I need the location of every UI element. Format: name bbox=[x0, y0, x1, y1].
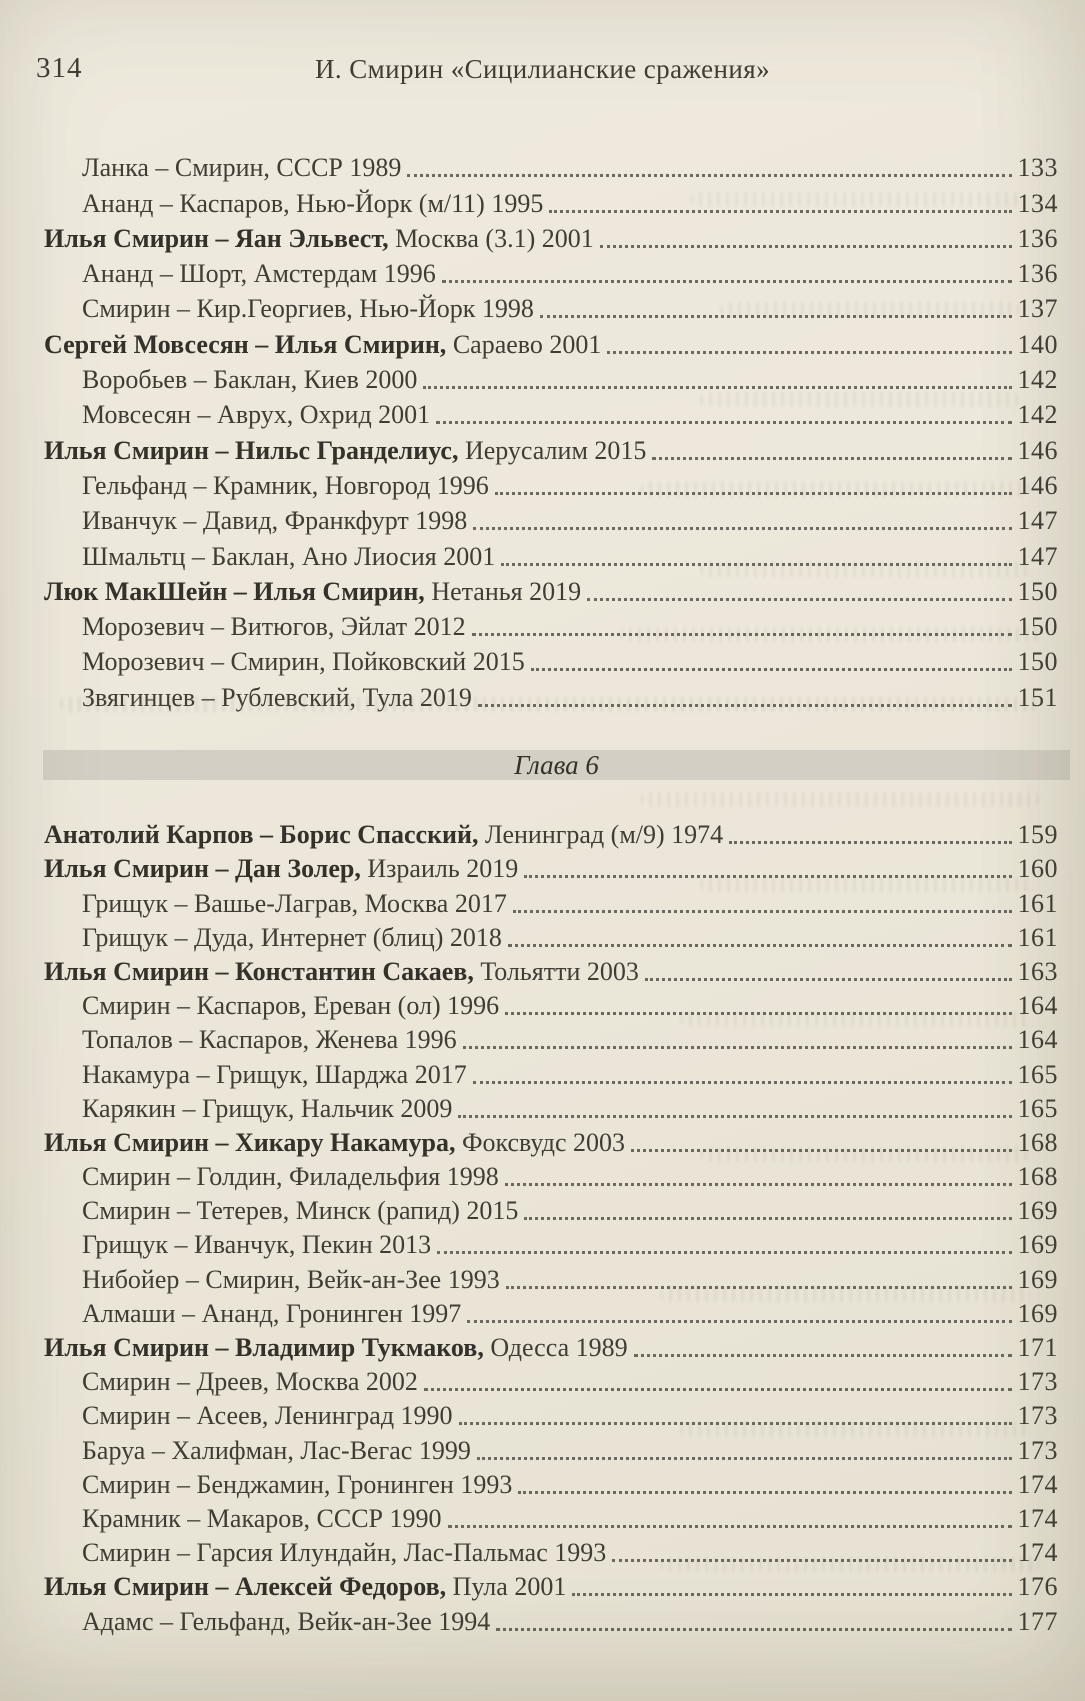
toc-entry-names-bold: Илья Смирин – Яан Эльвест, bbox=[44, 223, 389, 253]
toc-entry-names-bold: Илья Смирин – Нильс Гранделиус, bbox=[44, 435, 459, 465]
toc-entry bbox=[44, 1228, 1058, 1262]
toc-entry bbox=[44, 1536, 1058, 1570]
dot-leader bbox=[600, 245, 1012, 248]
toc-entry-rest: Нетанья 2019 bbox=[424, 576, 582, 606]
toc-entry-text bbox=[82, 1435, 471, 1468]
toc-entry-text bbox=[82, 993, 499, 1023]
toc-entry-rest: Пула 2001 bbox=[446, 1572, 567, 1602]
toc-entry-names-bold: Сергей Мовсесян – Илья Смирин, bbox=[44, 329, 447, 359]
toc-entry bbox=[44, 150, 1058, 185]
toc-entry-text bbox=[82, 155, 401, 185]
toc-entry-rest: Смирин – Бенджамин, Гронинген 1993 bbox=[82, 1469, 513, 1499]
toc-entry-page: 168 bbox=[1017, 1162, 1058, 1192]
toc-entry-page: 169 bbox=[1017, 1196, 1058, 1226]
dot-leader bbox=[531, 668, 1012, 671]
dot-leader bbox=[442, 280, 1012, 283]
toc-entry-rest: Сараево 2001 bbox=[446, 329, 602, 359]
toc-entry-rest: Иванчук – Давид, Франкфурт 1998 bbox=[82, 506, 468, 536]
toc-entry-text bbox=[44, 223, 594, 256]
toc-entry bbox=[44, 1399, 1058, 1433]
toc-entry-rest: Мовсесян – Аврух, Охрид 2001 bbox=[82, 400, 431, 430]
toc-entry bbox=[44, 1502, 1058, 1536]
toc-entry-page: 146 bbox=[1017, 435, 1058, 465]
dot-leader bbox=[549, 210, 1011, 213]
toc-entry-rest: Гельфанд – Крамник, Новгород 1996 bbox=[82, 470, 489, 500]
page-number: 314 bbox=[36, 52, 83, 84]
toc-entry-page: 150 bbox=[1017, 576, 1058, 606]
toc-entry bbox=[44, 1126, 1058, 1160]
toc-entry-text bbox=[44, 1574, 566, 1604]
toc-entry-rest: Нибойер – Смирин, Вейк-ан-Зее 1993 bbox=[82, 1264, 500, 1294]
toc-entry bbox=[44, 397, 1058, 432]
toc-entry-text bbox=[82, 1264, 500, 1297]
toc-entry-text bbox=[82, 682, 472, 715]
toc-entry-text bbox=[82, 1606, 491, 1639]
toc-entry-names-bold: Илья Смирин – Хикару Накамура, bbox=[44, 1127, 456, 1157]
dot-leader bbox=[448, 1525, 1012, 1528]
dot-leader bbox=[645, 978, 1012, 981]
toc-entry-text bbox=[82, 1503, 442, 1536]
toc-entry-rest: Морозевич – Смирин, Пойковский 2015 bbox=[82, 647, 525, 677]
toc-entry-page: 161 bbox=[1017, 888, 1058, 918]
toc-entry-text bbox=[44, 435, 647, 468]
toc-entry-page: 160 bbox=[1017, 854, 1058, 884]
toc-entry bbox=[44, 185, 1058, 220]
toc-entry bbox=[44, 291, 1058, 326]
toc-entry-text bbox=[44, 576, 582, 609]
dot-leader bbox=[473, 527, 1011, 530]
dot-leader bbox=[652, 457, 1011, 460]
toc-entry-page: 151 bbox=[1017, 682, 1058, 712]
showthrough-smudge bbox=[640, 792, 1040, 807]
toc-entry-text bbox=[82, 188, 544, 221]
toc-entry-rest: Накамура – Грищук, Шарджа 2017 bbox=[82, 1059, 467, 1089]
dot-leader bbox=[729, 841, 1011, 844]
toc-entry-page: 174 bbox=[1017, 1503, 1058, 1533]
dot-leader bbox=[607, 351, 1011, 354]
toc-entry-rest: Смирин – Гарсия Илундайн, Лас-Пальмас 1993 bbox=[82, 1538, 607, 1568]
toc-entry-page: 134 bbox=[1017, 188, 1058, 218]
toc-entry-text bbox=[82, 470, 489, 503]
toc-entry-rest: Иерусалим 2015 bbox=[458, 435, 647, 465]
toc-entry bbox=[44, 256, 1058, 291]
chapter-heading-band bbox=[43, 750, 1070, 780]
toc-entry-text bbox=[82, 541, 496, 574]
toc-entry-rest: Морозевич – Витюгов, Эйлат 2012 bbox=[82, 612, 466, 642]
toc-entry-text bbox=[82, 888, 507, 921]
toc-entry bbox=[44, 955, 1058, 989]
toc-entry bbox=[44, 326, 1058, 361]
dot-leader bbox=[496, 1628, 1011, 1631]
toc-entry-rest: Крамник – Макаров, СССР 1990 bbox=[82, 1503, 442, 1533]
toc-entry-text bbox=[82, 1469, 513, 1502]
toc-entry bbox=[44, 644, 1058, 679]
toc-entry-rest: Грищук – Дуда, Интернет (блиц) 2018 bbox=[82, 922, 502, 952]
toc-entry bbox=[44, 886, 1058, 920]
dot-leader bbox=[505, 1012, 1011, 1015]
toc-entry-rest: Шмальтц – Баклан, Ано Лиосия 2001 bbox=[82, 541, 496, 571]
toc-entry-text bbox=[44, 856, 518, 886]
toc-entry-page: 169 bbox=[1017, 1298, 1058, 1328]
toc-entry-text bbox=[82, 1059, 467, 1092]
toc-entry-rest: Ананд – Каспаров, Нью-Йорк (м/11) 1995 bbox=[82, 188, 544, 218]
toc-entry-page: 177 bbox=[1017, 1606, 1058, 1636]
toc-entry-rest: Воробьев – Баклан, Киев 2000 bbox=[82, 365, 418, 395]
toc-entry-page: 165 bbox=[1017, 1093, 1058, 1123]
toc-entry bbox=[44, 362, 1058, 397]
toc-entry-text bbox=[82, 1298, 462, 1331]
toc-entry-text bbox=[82, 261, 436, 291]
toc-entry-text bbox=[44, 822, 723, 852]
dot-leader bbox=[477, 1457, 1012, 1460]
toc-entry bbox=[44, 679, 1058, 714]
toc-entry-page: 150 bbox=[1017, 612, 1058, 642]
toc-entry-rest: Смирин – Кир.Георгиев, Нью-Йорк 1998 bbox=[82, 294, 534, 324]
toc-entry-page: 142 bbox=[1017, 400, 1058, 430]
toc-entry-text bbox=[82, 1232, 431, 1262]
toc-entry-text bbox=[82, 614, 466, 644]
toc-entry-page: 174 bbox=[1017, 1538, 1058, 1568]
toc-entry-text bbox=[82, 1027, 457, 1057]
toc-entry bbox=[44, 1433, 1058, 1467]
toc-entry-page: 163 bbox=[1017, 956, 1058, 986]
toc-entry bbox=[44, 1570, 1058, 1604]
dot-leader bbox=[436, 421, 1011, 424]
dot-leader bbox=[513, 910, 1012, 913]
toc-entry bbox=[44, 1365, 1058, 1399]
toc-entry bbox=[44, 1604, 1058, 1638]
toc-entry-text bbox=[82, 1403, 453, 1433]
toc-entry-page: 173 bbox=[1017, 1401, 1058, 1431]
toc-entry-page: 165 bbox=[1017, 1059, 1058, 1089]
dot-leader bbox=[473, 1081, 1012, 1084]
toc-entry-text bbox=[82, 508, 467, 538]
toc-entry-page: 136 bbox=[1017, 259, 1058, 289]
toc-entry-page: 174 bbox=[1017, 1469, 1058, 1499]
dot-leader bbox=[472, 633, 1012, 636]
toc-entry bbox=[44, 609, 1058, 644]
toc-entry-page: 140 bbox=[1017, 329, 1058, 359]
dot-leader bbox=[572, 1593, 1011, 1596]
toc-entry-page: 159 bbox=[1017, 820, 1058, 850]
toc-entry-text bbox=[82, 1540, 606, 1570]
toc-entry-rest: Смирин – Тетерев, Минск (рапид) 2015 bbox=[82, 1196, 519, 1226]
toc-entry-page: 147 bbox=[1017, 541, 1058, 571]
dot-leader bbox=[458, 1115, 1011, 1118]
dot-leader bbox=[437, 1251, 1011, 1254]
dot-leader bbox=[463, 1046, 1012, 1049]
toc-entry-rest: Ленинград (м/9) 1974 bbox=[478, 820, 724, 850]
dot-leader bbox=[423, 386, 1011, 389]
toc-entry-text bbox=[82, 922, 502, 955]
toc-entry-page: 133 bbox=[1017, 153, 1058, 183]
toc-entry-rest: Тольятти 2003 bbox=[473, 956, 639, 986]
toc-entry-rest: Израиль 2019 bbox=[360, 854, 519, 884]
toc-entry bbox=[44, 1297, 1058, 1331]
dot-leader bbox=[508, 944, 1012, 947]
chapter-heading: Глава 6 bbox=[514, 749, 599, 780]
toc-entry-page: 136 bbox=[1017, 223, 1058, 253]
toc-entry bbox=[44, 432, 1058, 467]
dot-leader bbox=[587, 598, 1011, 601]
toc-entry-text bbox=[82, 649, 525, 679]
toc-entry-page: 173 bbox=[1017, 1367, 1058, 1397]
dot-leader bbox=[540, 315, 1012, 318]
toc-entry-text bbox=[44, 1127, 626, 1160]
dot-leader bbox=[612, 1559, 1011, 1562]
toc-entry-rest: Одесса 1989 bbox=[483, 1333, 628, 1362]
toc-entry-names-bold: Люк МакШейн – Илья Смирин, bbox=[44, 576, 425, 606]
toc-entry-text bbox=[82, 1198, 518, 1228]
toc-entry-rest: Москва (3.1) 2001 bbox=[388, 223, 594, 253]
toc-entry-rest: Фоксвудс 2003 bbox=[455, 1127, 626, 1157]
toc-entry-rest: Ананд – Шорт, Амстердам 1996 bbox=[82, 259, 436, 289]
toc-entry-page: 176 bbox=[1017, 1572, 1058, 1602]
toc-entry-page: 164 bbox=[1017, 991, 1058, 1021]
toc-entry-rest: Карякин – Грищук, Нальчик 2009 bbox=[82, 1093, 453, 1123]
toc-section-1 bbox=[44, 150, 1058, 715]
toc-entry bbox=[44, 921, 1058, 955]
toc-entry-rest: Топалов – Каспаров, Женева 1996 bbox=[82, 1025, 457, 1055]
toc-entry bbox=[44, 818, 1058, 852]
dot-leader bbox=[524, 875, 1011, 878]
toc-entry bbox=[44, 503, 1058, 538]
toc-entry bbox=[44, 1092, 1058, 1126]
toc-entry-page: 147 bbox=[1017, 506, 1058, 536]
toc-entry-names-bold: Илья Смирин – Алексей Федоров, bbox=[44, 1572, 447, 1602]
toc-entry-page: 150 bbox=[1017, 647, 1058, 677]
dot-leader bbox=[478, 704, 1012, 707]
toc-entry bbox=[44, 852, 1058, 886]
toc-entry-rest: Смирин – Асеев, Ленинград 1990 bbox=[82, 1401, 453, 1431]
toc-entry-rest: Звягинцев – Рублевский, Тула 2019 bbox=[82, 682, 472, 712]
dot-leader bbox=[505, 1183, 1012, 1186]
dot-leader bbox=[495, 492, 1012, 495]
dot-leader bbox=[407, 174, 1011, 177]
toc-entry-text bbox=[82, 402, 430, 432]
dot-leader bbox=[631, 1149, 1011, 1152]
toc-entry-text bbox=[82, 367, 417, 397]
dot-leader bbox=[501, 563, 1011, 566]
toc-section-2 bbox=[44, 818, 1058, 1639]
running-title: И. Смирин «Сицилианские сражения» bbox=[315, 54, 770, 84]
toc-entry-text bbox=[82, 1093, 453, 1126]
toc-entry-page: 164 bbox=[1017, 1025, 1058, 1055]
toc-entry-rest: Смирин – Голдин, Филадельфия 1998 bbox=[82, 1162, 499, 1192]
dot-leader bbox=[634, 1354, 1012, 1357]
toc-entry-names-bold: Илья Смирин – Дан Золер, bbox=[44, 854, 361, 884]
toc-entry bbox=[44, 989, 1058, 1023]
toc-entry-page: 161 bbox=[1017, 922, 1058, 952]
toc-entry-text bbox=[82, 1369, 418, 1399]
toc-entry bbox=[44, 221, 1058, 256]
toc-entry-names-bold: Илья Смирин – Константин Сакаев, bbox=[44, 956, 474, 986]
dot-leader bbox=[518, 1491, 1011, 1494]
toc-entry-text bbox=[44, 329, 602, 362]
dot-leader bbox=[459, 1422, 1012, 1425]
toc-entry bbox=[44, 1262, 1058, 1296]
toc-entry-page: 137 bbox=[1017, 294, 1058, 324]
toc-entry-rest: Смирин – Каспаров, Ереван (ол) 1996 bbox=[82, 991, 500, 1021]
toc-entry bbox=[44, 1194, 1058, 1228]
toc-entry bbox=[44, 1057, 1058, 1091]
toc-entry-text bbox=[82, 1164, 499, 1194]
toc-entry-rest: Адамс – Гельфанд, Вейк-ан-Зее 1994 bbox=[82, 1606, 491, 1636]
toc-entry bbox=[44, 1023, 1058, 1057]
toc-entry bbox=[44, 574, 1058, 609]
toc-entry-page: 171 bbox=[1017, 1333, 1058, 1362]
toc-entry-page: 142 bbox=[1017, 365, 1058, 395]
toc-entry bbox=[44, 1331, 1058, 1365]
toc-entry-text bbox=[82, 296, 534, 326]
toc-entry-page: 173 bbox=[1017, 1435, 1058, 1465]
toc-entry bbox=[44, 538, 1058, 573]
dot-leader bbox=[524, 1217, 1011, 1220]
toc-entry bbox=[44, 468, 1058, 503]
toc-entry-rest: Смирин – Дреев, Москва 2002 bbox=[82, 1367, 418, 1397]
toc-entry-page: 146 bbox=[1017, 470, 1058, 500]
toc-entry bbox=[44, 1468, 1058, 1502]
toc-entry-text bbox=[44, 956, 639, 989]
toc-entry-page: 169 bbox=[1017, 1230, 1058, 1260]
toc-entry-page: 168 bbox=[1017, 1127, 1058, 1157]
toc-entry bbox=[44, 1160, 1058, 1194]
dot-leader bbox=[424, 1388, 1012, 1391]
toc-entry-text bbox=[44, 1335, 628, 1365]
toc-entry-names-bold: Анатолий Карпов – Борис Спасский, bbox=[44, 820, 479, 850]
toc-entry-names-bold: Илья Смирин – Владимир Тукмаков, bbox=[44, 1333, 484, 1362]
dot-leader bbox=[506, 1286, 1012, 1289]
toc-entry-page: 169 bbox=[1017, 1264, 1058, 1294]
toc-entry-rest: Грищук – Иванчук, Пекин 2013 bbox=[82, 1230, 432, 1260]
dot-leader bbox=[467, 1320, 1011, 1323]
toc-entry-rest: Алмаши – Ананд, Гронинген 1997 bbox=[82, 1298, 462, 1328]
toc-entry-rest: Ланка – Смирин, СССР 1989 bbox=[82, 153, 402, 183]
toc-entry-rest: Баруа – Халифман, Лас-Вегас 1999 bbox=[82, 1435, 471, 1465]
toc-entry-rest: Грищук – Вашье-Лаграв, Москва 2017 bbox=[82, 888, 507, 918]
